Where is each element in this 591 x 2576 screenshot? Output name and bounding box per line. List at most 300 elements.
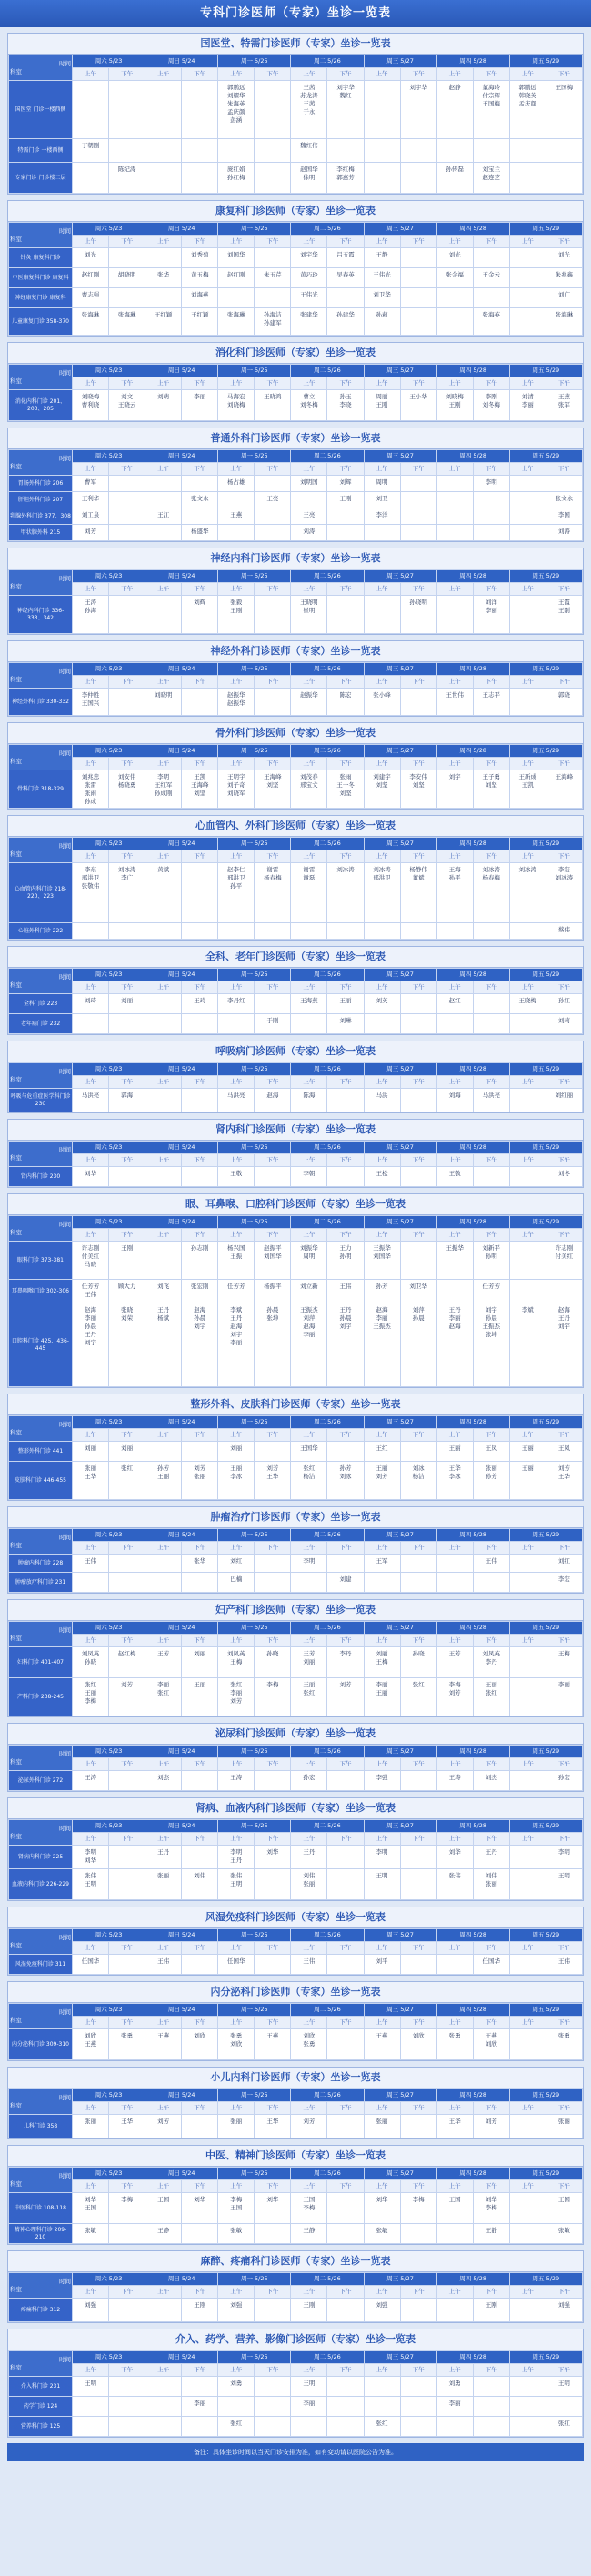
doctor-cell[interactable] xyxy=(255,2299,291,2322)
doctor-cell[interactable] xyxy=(364,1555,400,1573)
doctor-cell[interactable] xyxy=(145,2417,182,2437)
doctor-name[interactable]: 赵海 xyxy=(230,1323,243,1330)
doctor-cell[interactable] xyxy=(145,923,182,940)
doctor-cell[interactable] xyxy=(546,1280,582,1303)
doctor-cell[interactable] xyxy=(509,689,546,716)
doctor-name[interactable]: 张金福 xyxy=(446,271,464,278)
doctor-cell[interactable] xyxy=(291,1089,327,1112)
doctor-cell[interactable] xyxy=(400,308,436,336)
doctor-name[interactable]: 刘建宇 xyxy=(373,773,391,780)
doctor-cell[interactable] xyxy=(291,596,327,634)
doctor-cell[interactable] xyxy=(73,1089,109,1112)
doctor-name[interactable]: 刘工泉 xyxy=(81,511,100,518)
doctor-name[interactable]: 王燕 xyxy=(85,2040,97,2048)
doctor-name[interactable]: 王红颖 xyxy=(190,311,209,318)
doctor-cell[interactable] xyxy=(509,994,546,1014)
doctor-cell[interactable] xyxy=(327,1014,364,1034)
doctor-cell[interactable] xyxy=(218,863,255,923)
doctor-name[interactable]: 李丽 xyxy=(230,1689,243,1696)
doctor-cell[interactable] xyxy=(400,525,436,541)
doctor-cell[interactable] xyxy=(473,1442,509,1462)
doctor-cell[interactable] xyxy=(145,689,182,716)
doctor-name[interactable]: 孙晨 xyxy=(339,1314,352,1322)
doctor-name[interactable]: 周丽 xyxy=(376,393,388,400)
doctor-name[interactable]: 王燕 xyxy=(230,511,243,518)
doctor-name[interactable]: 刘国华 xyxy=(227,251,245,258)
doctor-name[interactable]: 王静 xyxy=(485,2227,497,2234)
doctor-cell[interactable] xyxy=(436,770,473,809)
doctor-name[interactable]: 孙传磊 xyxy=(446,166,464,173)
doctor-cell[interactable] xyxy=(364,1242,400,1280)
doctor-name[interactable]: 刘芳 xyxy=(266,1464,279,1472)
doctor-cell[interactable] xyxy=(182,508,218,525)
doctor-cell[interactable] xyxy=(291,1014,327,1034)
doctor-name[interactable]: 王伟 xyxy=(557,1957,570,1965)
doctor-cell[interactable] xyxy=(73,1869,109,1900)
doctor-name[interactable]: 王明 xyxy=(303,2380,316,2387)
doctor-cell[interactable] xyxy=(109,492,145,508)
doctor-cell[interactable] xyxy=(509,2299,546,2322)
doctor-name[interactable]: 王芳 xyxy=(448,1650,461,1657)
doctor-name[interactable]: 张坤 xyxy=(266,1314,279,1322)
doctor-cell[interactable] xyxy=(400,1280,436,1303)
doctor-name[interactable]: 王刚 xyxy=(339,495,352,502)
doctor-name[interactable]: 王志平 xyxy=(482,691,500,699)
doctor-name[interactable]: 孙明 xyxy=(485,1253,497,1260)
doctor-name[interactable]: 杨盛华 xyxy=(190,528,209,535)
doctor-cell[interactable] xyxy=(400,1846,436,1869)
doctor-name[interactable]: 王丹 xyxy=(485,1848,497,1856)
doctor-cell[interactable] xyxy=(364,2299,400,2322)
doctor-cell[interactable] xyxy=(182,863,218,923)
doctor-name[interactable]: 刘芳 xyxy=(339,1681,352,1688)
doctor-cell[interactable] xyxy=(546,863,582,923)
doctor-cell[interactable] xyxy=(364,1573,400,1593)
doctor-cell[interactable] xyxy=(291,1462,327,1500)
doctor-name[interactable]: 张红 xyxy=(412,1681,425,1688)
doctor-cell[interactable] xyxy=(145,288,182,308)
doctor-cell[interactable] xyxy=(255,923,291,940)
doctor-cell[interactable] xyxy=(509,2397,546,2417)
doctor-cell[interactable] xyxy=(109,1955,145,1975)
doctor-cell[interactable] xyxy=(109,476,145,492)
doctor-cell[interactable] xyxy=(255,288,291,308)
doctor-name[interactable]: 王丽 xyxy=(448,1444,461,1452)
doctor-cell[interactable] xyxy=(109,248,145,268)
doctor-name[interactable]: 杨占雄 xyxy=(227,478,245,486)
doctor-cell[interactable] xyxy=(73,689,109,716)
doctor-cell[interactable] xyxy=(218,492,255,508)
doctor-cell[interactable] xyxy=(218,248,255,268)
doctor-cell[interactable] xyxy=(546,2029,582,2060)
doctor-name[interactable]: 王华 xyxy=(121,2118,134,2125)
doctor-name[interactable]: 李梅 xyxy=(230,2196,243,2203)
doctor-cell[interactable] xyxy=(109,2029,145,2060)
doctor-cell[interactable] xyxy=(473,689,509,716)
doctor-cell[interactable] xyxy=(218,163,255,194)
doctor-cell[interactable] xyxy=(473,508,509,525)
doctor-cell[interactable] xyxy=(436,248,473,268)
doctor-name[interactable]: 张红 xyxy=(485,1689,497,1696)
doctor-name[interactable]: 王丹 xyxy=(85,1331,97,1338)
doctor-cell[interactable] xyxy=(182,139,218,163)
doctor-name[interactable]: 刘洋 xyxy=(485,599,497,606)
doctor-cell[interactable] xyxy=(109,390,145,421)
doctor-cell[interactable] xyxy=(73,390,109,421)
doctor-name[interactable]: 刘海燕 xyxy=(190,291,209,298)
doctor-cell[interactable] xyxy=(182,2377,218,2397)
doctor-name[interactable]: 刘晓梅 xyxy=(81,393,100,400)
doctor-cell[interactable] xyxy=(255,476,291,492)
doctor-cell[interactable] xyxy=(109,268,145,288)
doctor-cell[interactable] xyxy=(182,1955,218,1975)
doctor-name[interactable]: 李梅 xyxy=(448,1681,461,1688)
doctor-name[interactable]: 王静 xyxy=(157,2227,170,2234)
doctor-cell[interactable] xyxy=(182,1771,218,1791)
doctor-cell[interactable] xyxy=(546,390,582,421)
doctor-name[interactable]: 赵海 xyxy=(85,1306,97,1313)
doctor-cell[interactable] xyxy=(145,1573,182,1593)
doctor-name[interactable]: 张雨 xyxy=(339,773,352,780)
doctor-cell[interactable] xyxy=(255,1678,291,1716)
doctor-cell[interactable] xyxy=(473,1242,509,1280)
doctor-cell[interactable] xyxy=(109,308,145,336)
doctor-name[interactable]: 黄玉梅 xyxy=(190,271,209,278)
doctor-cell[interactable] xyxy=(546,1167,582,1187)
doctor-name[interactable]: 张勇 xyxy=(230,2032,243,2039)
doctor-name[interactable]: 刘晓军 xyxy=(227,790,245,797)
doctor-name[interactable]: 李明 xyxy=(376,1848,388,1856)
doctor-cell[interactable] xyxy=(546,163,582,194)
doctor-cell[interactable] xyxy=(73,525,109,541)
doctor-cell[interactable] xyxy=(291,994,327,1014)
doctor-name[interactable]: 赵海 xyxy=(557,1306,570,1313)
doctor-name[interactable]: 王丹 xyxy=(557,1314,570,1322)
doctor-cell[interactable] xyxy=(436,81,473,139)
doctor-cell[interactable] xyxy=(73,1647,109,1678)
doctor-cell[interactable] xyxy=(327,1771,364,1791)
doctor-cell[interactable] xyxy=(546,139,582,163)
doctor-cell[interactable] xyxy=(436,492,473,508)
doctor-cell[interactable] xyxy=(109,2299,145,2322)
doctor-name[interactable]: 张红 xyxy=(121,1464,134,1472)
doctor-cell[interactable] xyxy=(182,1167,218,1187)
doctor-name[interactable]: 王伟光 xyxy=(300,291,318,298)
doctor-name[interactable]: 蔡伟 xyxy=(557,926,570,933)
doctor-name[interactable]: 王明宇 xyxy=(227,773,245,780)
doctor-name[interactable]: 孙玉 xyxy=(339,393,352,400)
doctor-name[interactable]: 刘勇 xyxy=(230,2380,243,2387)
doctor-name[interactable]: 张建华 xyxy=(300,311,318,318)
doctor-name[interactable]: 张敏 xyxy=(85,2227,97,2234)
doctor-cell[interactable] xyxy=(436,689,473,716)
doctor-cell[interactable] xyxy=(473,2377,509,2397)
doctor-name[interactable]: 崔明 xyxy=(303,607,316,614)
doctor-cell[interactable] xyxy=(546,994,582,1014)
doctor-name[interactable]: 刘冰 xyxy=(339,1473,352,1480)
doctor-name[interactable]: 王丹 xyxy=(230,1857,243,1864)
doctor-cell[interactable] xyxy=(546,1089,582,1112)
doctor-cell[interactable] xyxy=(218,268,255,288)
doctor-cell[interactable] xyxy=(327,81,364,139)
doctor-cell[interactable] xyxy=(73,2029,109,2060)
doctor-name[interactable]: 刘伟 xyxy=(194,1872,206,1879)
doctor-cell[interactable] xyxy=(364,1442,400,1462)
doctor-cell[interactable] xyxy=(327,1846,364,1869)
doctor-cell[interactable] xyxy=(218,2115,255,2138)
doctor-name[interactable]: 王丹 xyxy=(303,1848,316,1856)
doctor-name[interactable]: 杨洁 xyxy=(412,1473,425,1480)
doctor-name[interactable]: 刘萌 xyxy=(157,393,170,400)
doctor-cell[interactable] xyxy=(109,1303,145,1387)
doctor-cell[interactable] xyxy=(291,770,327,809)
doctor-cell[interactable] xyxy=(73,308,109,336)
doctor-name[interactable]: 黄斌 xyxy=(157,866,170,873)
doctor-cell[interactable] xyxy=(436,2193,473,2224)
doctor-name[interactable]: 杨春梅 xyxy=(264,874,282,881)
doctor-name[interactable]: 陈海 xyxy=(303,1092,316,1099)
doctor-cell[interactable] xyxy=(473,492,509,508)
doctor-name[interactable]: 张华 xyxy=(157,271,170,278)
doctor-name[interactable]: 刘强 xyxy=(230,2301,243,2309)
doctor-cell[interactable] xyxy=(327,2397,364,2417)
doctor-name[interactable]: 王江 xyxy=(157,511,170,518)
doctor-cell[interactable] xyxy=(327,1442,364,1462)
doctor-name[interactable]: 付宗辉 xyxy=(482,92,500,99)
doctor-name[interactable]: 刘芳 xyxy=(303,2118,316,2125)
doctor-cell[interactable] xyxy=(291,1678,327,1716)
doctor-name[interactable]: 张海英 xyxy=(482,311,500,318)
doctor-cell[interactable] xyxy=(73,2299,109,2322)
doctor-name[interactable]: 王海峰 xyxy=(555,773,574,780)
doctor-name[interactable]: 刘华 xyxy=(194,2196,206,2203)
doctor-cell[interactable] xyxy=(255,2193,291,2224)
doctor-name[interactable]: 李刚 xyxy=(485,393,497,400)
doctor-name[interactable]: 谢雷 xyxy=(266,866,279,873)
doctor-cell[interactable] xyxy=(473,268,509,288)
doctor-name[interactable]: 王新成 xyxy=(518,773,537,780)
doctor-cell[interactable] xyxy=(218,1462,255,1500)
doctor-name[interactable]: 刘涛 xyxy=(557,528,570,535)
doctor-name[interactable]: 朱海英 xyxy=(227,100,245,107)
doctor-name[interactable]: 刘坚 xyxy=(339,790,352,797)
doctor-cell[interactable] xyxy=(436,1555,473,1573)
doctor-name[interactable]: 刘宇华 xyxy=(409,84,427,91)
doctor-name[interactable]: 李梅 xyxy=(121,2196,134,2203)
doctor-name[interactable]: 张勇 xyxy=(557,2032,570,2039)
doctor-name[interactable]: 王燕 xyxy=(266,2032,279,2039)
doctor-cell[interactable] xyxy=(145,163,182,194)
doctor-cell[interactable] xyxy=(109,1167,145,1187)
doctor-cell[interactable] xyxy=(218,994,255,1014)
doctor-name[interactable]: 王丽 xyxy=(157,1473,170,1480)
doctor-cell[interactable] xyxy=(327,770,364,809)
doctor-cell[interactable] xyxy=(291,923,327,940)
doctor-cell[interactable] xyxy=(364,1462,400,1500)
doctor-cell[interactable] xyxy=(509,81,546,139)
doctor-name[interactable]: 王华 xyxy=(85,1473,97,1480)
doctor-cell[interactable] xyxy=(255,1955,291,1975)
doctor-cell[interactable] xyxy=(400,1303,436,1387)
doctor-cell[interactable] xyxy=(109,2397,145,2417)
doctor-name[interactable]: 张敏 xyxy=(376,2227,388,2234)
doctor-cell[interactable] xyxy=(509,308,546,336)
doctor-name[interactable]: 王利华 xyxy=(81,495,100,502)
doctor-name[interactable]: 赵海 xyxy=(266,1092,279,1099)
doctor-cell[interactable] xyxy=(436,2224,473,2244)
doctor-cell[interactable] xyxy=(291,1955,327,1975)
doctor-name[interactable]: 王丽 xyxy=(376,1464,388,1472)
doctor-name[interactable]: 刘卫华 xyxy=(409,1283,427,1290)
doctor-name[interactable]: 刘冰涛 xyxy=(373,866,391,873)
doctor-cell[interactable] xyxy=(546,2397,582,2417)
doctor-cell[interactable] xyxy=(364,1280,400,1303)
doctor-cell[interactable] xyxy=(291,1869,327,1900)
doctor-name[interactable]: 郭鹏远 xyxy=(227,84,245,91)
doctor-name[interactable]: 刘子奇 xyxy=(227,781,245,789)
doctor-name[interactable]: 王振 xyxy=(230,1253,243,1260)
doctor-name[interactable]: 马海宏 xyxy=(227,393,245,400)
doctor-name[interactable]: 王世伟 xyxy=(446,691,464,699)
doctor-name[interactable]: 刘清 xyxy=(521,393,534,400)
doctor-cell[interactable] xyxy=(546,1955,582,1975)
doctor-cell[interactable] xyxy=(546,1014,582,1034)
doctor-name[interactable]: 王燕 xyxy=(485,2032,497,2039)
doctor-name[interactable]: 黄巧玲 xyxy=(300,271,318,278)
doctor-cell[interactable] xyxy=(255,1167,291,1187)
doctor-name[interactable]: 王军 xyxy=(376,1557,388,1565)
doctor-name[interactable]: 李明 xyxy=(485,478,497,486)
doctor-cell[interactable] xyxy=(218,1280,255,1303)
doctor-name[interactable]: 于永 xyxy=(303,108,316,116)
doctor-cell[interactable] xyxy=(291,2377,327,2397)
doctor-cell[interactable] xyxy=(400,923,436,940)
doctor-cell[interactable] xyxy=(109,689,145,716)
doctor-cell[interactable] xyxy=(182,492,218,508)
doctor-name[interactable]: 刘辉 xyxy=(339,478,352,486)
doctor-cell[interactable] xyxy=(109,994,145,1014)
doctor-cell[interactable] xyxy=(400,1955,436,1975)
doctor-cell[interactable] xyxy=(255,139,291,163)
doctor-name[interactable]: 张丽 xyxy=(557,2118,570,2125)
doctor-cell[interactable] xyxy=(473,1869,509,1900)
doctor-name[interactable]: 王丹 xyxy=(230,1314,243,1322)
doctor-cell[interactable] xyxy=(182,1462,218,1500)
doctor-cell[interactable] xyxy=(400,163,436,194)
doctor-name[interactable]: 李丹 xyxy=(339,1650,352,1657)
doctor-name[interactable]: 李广 xyxy=(121,874,134,881)
doctor-name[interactable]: 王伟 xyxy=(339,1283,352,1290)
doctor-cell[interactable] xyxy=(509,268,546,288)
doctor-cell[interactable] xyxy=(546,492,582,508)
doctor-cell[interactable] xyxy=(364,525,400,541)
doctor-name[interactable]: 李明 xyxy=(157,773,170,780)
doctor-name[interactable]: 王丽 xyxy=(485,1681,497,1688)
doctor-cell[interactable] xyxy=(73,476,109,492)
doctor-cell[interactable] xyxy=(436,1462,473,1500)
doctor-name[interactable]: 刘冰 xyxy=(412,1464,425,1472)
doctor-cell[interactable] xyxy=(291,139,327,163)
doctor-name[interactable]: 赵振华 xyxy=(300,691,318,699)
doctor-cell[interactable] xyxy=(218,770,255,809)
doctor-name[interactable]: 刘华 xyxy=(448,1848,461,1856)
doctor-name[interactable]: 王刚 xyxy=(194,2301,206,2309)
doctor-name[interactable]: 张毅 xyxy=(230,599,243,606)
doctor-name[interactable]: 刘芳 xyxy=(121,1681,134,1688)
doctor-cell[interactable] xyxy=(109,1647,145,1678)
doctor-name[interactable]: 刘凤英 xyxy=(482,1650,500,1657)
doctor-name[interactable]: 刘琦 xyxy=(85,997,97,1004)
doctor-cell[interactable] xyxy=(109,1869,145,1900)
doctor-name[interactable]: 张宏刚 xyxy=(190,1283,209,1290)
doctor-name[interactable]: 王涛 xyxy=(85,599,97,606)
doctor-cell[interactable] xyxy=(509,1242,546,1280)
doctor-name[interactable]: 李丽 xyxy=(521,401,534,408)
doctor-name[interactable]: 李红梅 xyxy=(336,166,355,173)
doctor-cell[interactable] xyxy=(145,1242,182,1280)
doctor-name[interactable]: 李明 xyxy=(303,1557,316,1565)
doctor-cell[interactable] xyxy=(73,163,109,194)
doctor-name[interactable]: 赵海 xyxy=(303,1323,316,1330)
doctor-cell[interactable] xyxy=(145,596,182,634)
doctor-cell[interactable] xyxy=(255,2417,291,2437)
doctor-name[interactable]: 刘华 xyxy=(266,1848,279,1856)
doctor-cell[interactable] xyxy=(109,596,145,634)
doctor-name[interactable]: 王丹 xyxy=(157,1306,170,1313)
doctor-cell[interactable] xyxy=(145,2115,182,2138)
doctor-cell[interactable] xyxy=(109,770,145,809)
doctor-cell[interactable] xyxy=(364,2115,400,2138)
doctor-cell[interactable] xyxy=(73,1167,109,1187)
doctor-name[interactable]: 刘华 xyxy=(376,2196,388,2203)
doctor-cell[interactable] xyxy=(73,2417,109,2437)
doctor-name[interactable]: 郭惠芳 xyxy=(336,174,355,181)
doctor-cell[interactable] xyxy=(400,2397,436,2417)
doctor-name[interactable]: 邢洪卫 xyxy=(81,874,100,881)
doctor-cell[interactable] xyxy=(73,1280,109,1303)
doctor-cell[interactable] xyxy=(546,596,582,634)
doctor-name[interactable]: 张勇 xyxy=(121,2032,134,2039)
doctor-cell[interactable] xyxy=(400,2377,436,2397)
doctor-cell[interactable] xyxy=(218,1771,255,1791)
doctor-cell[interactable] xyxy=(436,2299,473,2322)
doctor-name[interactable]: 张海琳 xyxy=(117,311,136,318)
doctor-name[interactable]: 李宏 xyxy=(557,866,570,873)
doctor-cell[interactable] xyxy=(182,2224,218,2244)
doctor-cell[interactable] xyxy=(327,923,364,940)
doctor-cell[interactable] xyxy=(546,1647,582,1678)
doctor-name[interactable]: 刘宇 xyxy=(448,773,461,780)
doctor-name[interactable]: 王明 xyxy=(376,1872,388,1879)
doctor-cell[interactable] xyxy=(218,923,255,940)
doctor-name[interactable]: 刘丽 xyxy=(303,1658,316,1665)
doctor-name[interactable]: 刘红 xyxy=(557,1557,570,1565)
doctor-name[interactable]: 刘杰 xyxy=(157,1774,170,1781)
doctor-name[interactable]: 刘宇 xyxy=(194,1323,206,1330)
doctor-name[interactable]: 孙红 xyxy=(557,997,570,1004)
doctor-cell[interactable] xyxy=(109,163,145,194)
doctor-name[interactable]: 李宏 xyxy=(557,1575,570,1583)
doctor-cell[interactable] xyxy=(109,2224,145,2244)
doctor-cell[interactable] xyxy=(255,1555,291,1573)
doctor-cell[interactable] xyxy=(546,1573,582,1593)
doctor-cell[interactable] xyxy=(327,1280,364,1303)
doctor-name[interactable]: 张雷 xyxy=(85,781,97,789)
doctor-name[interactable]: 孙晓 xyxy=(85,1658,97,1665)
doctor-cell[interactable] xyxy=(182,1089,218,1112)
doctor-cell[interactable] xyxy=(73,863,109,923)
doctor-name[interactable]: 李丽 xyxy=(230,1339,243,1346)
